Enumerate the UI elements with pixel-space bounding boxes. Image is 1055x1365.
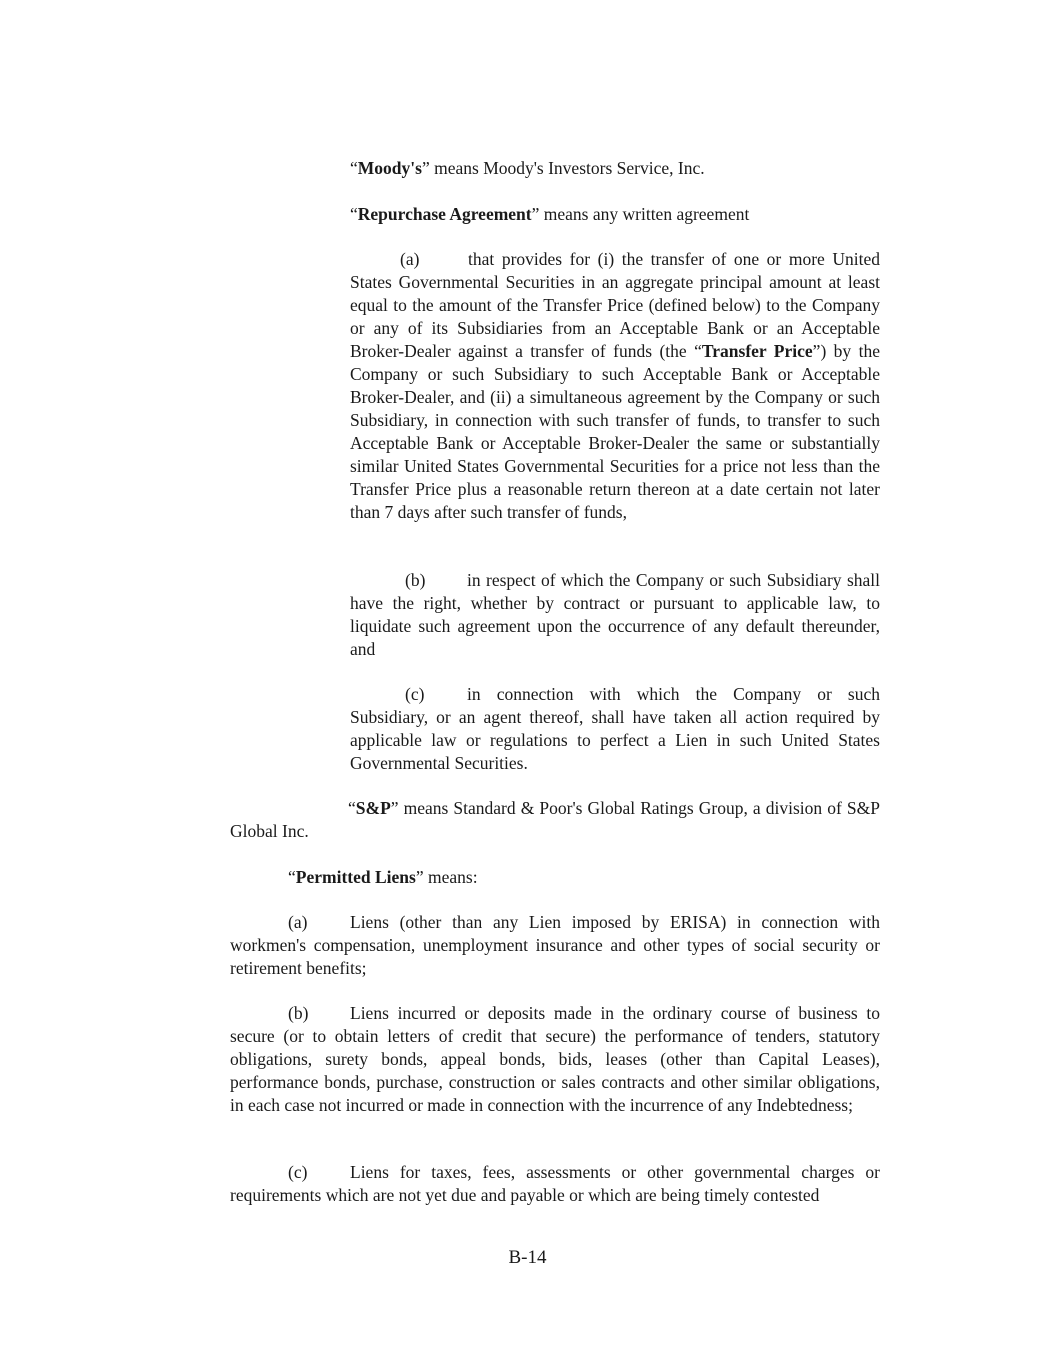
clause-label: (b): [405, 570, 426, 590]
clause-label: (a): [400, 249, 420, 269]
defined-term: S&P: [355, 798, 391, 818]
definition-text: means Standard & Poor's Global Ratings Group, a division of S&P Global Inc.: [230, 798, 880, 841]
repurchase-clause-b: [350, 569, 880, 661]
defined-term: Repurchase Agreement: [357, 204, 532, 224]
clause-text: in respect of which the Company or such Subsidiary shall have the right, whether by contract or pursuant to applicable law, to liquidate such agreement upon the occurrence of any default thereunder, and: [350, 570, 880, 659]
page-number: B-14: [508, 1247, 547, 1268]
defined-term: Permitted Liens: [295, 867, 416, 887]
definition-moodys: “Moody's” means Moody's Investors Service, Inc.: [350, 158, 705, 178]
clause-label: (a): [288, 912, 308, 932]
permitted-liens-clause-c: [230, 1161, 880, 1207]
inline-defined-term: Transfer Price: [701, 341, 813, 361]
definition-text: means:: [423, 867, 478, 887]
defined-term: Moody's: [357, 158, 422, 178]
definition-sp: “S&P” means Standard & Poor's Global Ratings Group, a division of S&P Global Inc.: [230, 798, 880, 841]
definition-text: means Moody's Investors Service, Inc.: [429, 158, 705, 178]
definition-permitted-liens: “Permitted Liens” means:: [288, 867, 478, 887]
clause-label: (c): [405, 684, 425, 704]
clause-label: (b): [288, 1003, 309, 1023]
clause-text: Liens incurred or deposits made in the ordinary course of business to secure (or to obtain letters of credit that secure) the performance of tenders, statutory obligations, surety bonds, appeal bonds, bids, leases (other than Capital Leases), performance bonds, purchase, construction or sales contracts and other similar obligations, in each case not incurred or made in connection with the incurrence of any Indebtedness;: [230, 1003, 880, 1115]
permitted-liens-clause-b: [230, 1002, 880, 1117]
clause-text: Liens for taxes, fees, assessments or other governmental charges or requirements which are not yet due and payable or which are being timely contested: [230, 1162, 880, 1205]
permitted-liens-clause-a: [230, 911, 880, 980]
definition-repurchase-agreement: “Repurchase Agreement” means any written agreement: [350, 204, 750, 224]
repurchase-clause-c: [350, 683, 880, 775]
repurchase-clause-a: (a) that provides for (i) the transfer of one or more United States Governmental Securities in an aggregate principal amount at least equal to the amount of the Transfer Price (defined below) to the Company or any of its Subsidiaries from an Acceptable Bank or an Acceptable Broker-Dealer against a transfer of funds (the “Transfer Price”) by the Company or such Subsidiary to such Acceptable Bank or Acceptable Broker-Dealer, and (ii) a simultaneous agreement by the Company or such Subsidiary, in connection with such transfer of funds, to transfer to such Acceptable Bank or Acceptable Broker-Dealer the same or substantially similar United States Governmental Securities for a price not less than the Transfer Price plus a reasonable return thereon at a date certain not later than 7 days after such transfer of funds,: [350, 249, 880, 522]
clause-label: (c): [288, 1162, 308, 1182]
definition-text: means any written agreement: [539, 204, 750, 224]
clause-text: in connection with which the Company or such Subsidiary, or an agent thereof, shall have taken all action required by applicable law or regulations to perfect a Lien in such United States Governmental Securities.: [350, 684, 880, 773]
clause-text: that provides for (i) the transfer of one or more United States Governmental Securities in an aggregate principal amount at least equal to the amount of the Transfer Price (defined below) to the Company or any of its Subsidiaries from an Acceptable Bank or an Acceptable Broker-Dealer against a transfer of funds (the: [350, 249, 880, 361]
clause-text: Liens (other than any Lien imposed by ERISA) in connection with workmen's compensation, unemployment insurance and other types of social security or retirement benefits;: [230, 912, 880, 978]
clause-text-continued: ) by the Company or such Subsidiary to such Acceptable Bank or Acceptable Broker-Dealer, and (ii) a simultaneous agreement by the Company or such Subsidiary, in connection with such transfer of funds, to transfer to such Acceptable Bank or Acceptable Broker-Dealer the same or substantially similar United States Governmental Securities for a price not less than the Transfer Price plus a reasonable return thereon at a date certain not later than 7 days after such transfer of funds,: [350, 341, 880, 522]
